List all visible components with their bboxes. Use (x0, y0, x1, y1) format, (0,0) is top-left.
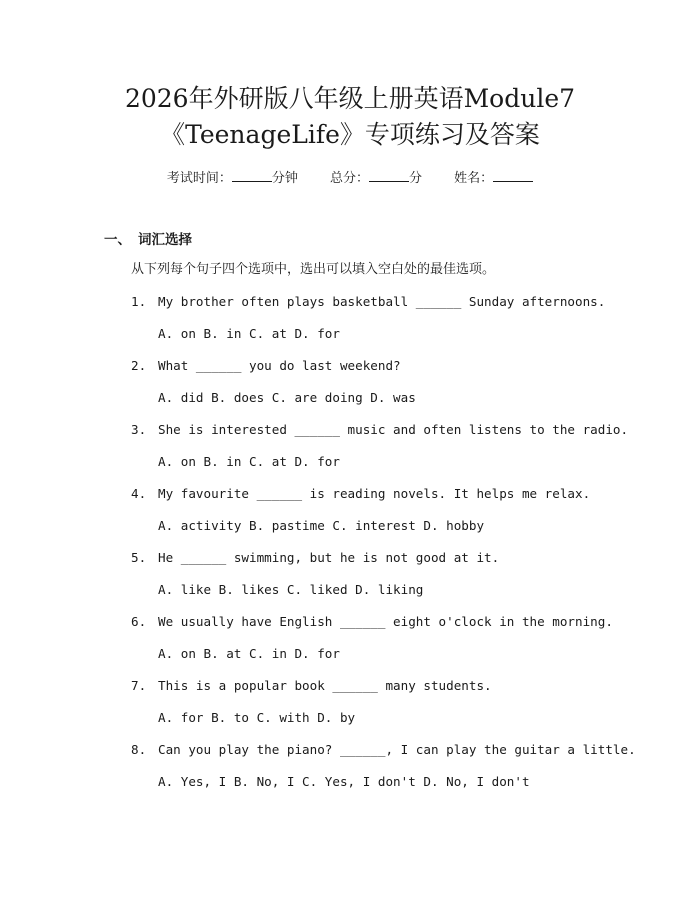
time-blank[interactable] (232, 168, 272, 182)
question-text: This is a popular book ______ many students. (158, 678, 492, 693)
question-4 (131, 484, 590, 504)
question-number: 2. (131, 358, 147, 373)
question-text: My brother often plays basketball ______ Sunday afternoons. (158, 294, 606, 309)
question-number: 4. (131, 486, 147, 501)
score-unit: 分 (409, 171, 423, 186)
title-line-2: 《TeenageLife》专项练习及答案 (160, 120, 540, 149)
section-number: 一、 (104, 232, 131, 248)
question-7 (131, 676, 492, 696)
question-6-options: A. on B. at C. in D. for (158, 646, 340, 661)
question-text: We usually have English ______ eight o'clock in the morning. (158, 614, 613, 629)
question-number: 7. (131, 678, 147, 693)
time-field (167, 171, 302, 186)
question-text: She is interested ______ music and often listens to the radio. (158, 422, 629, 437)
question-3-options: A. on B. in C. at D. for (158, 454, 340, 469)
question-8 (131, 740, 636, 760)
question-3 (131, 420, 628, 440)
section-title: 词汇选择 (138, 232, 192, 248)
time-label: 考试时间： (166, 171, 232, 186)
question-number: 5. (131, 550, 147, 565)
question-number: 1. (131, 294, 147, 309)
section-instruction: 从下列每个句子四个选项中，选出可以填入空白处的最佳选项。 (131, 262, 496, 277)
question-8-options: A. Yes, I B. No, I C. Yes, I don't D. No, I don't (158, 774, 530, 789)
question-1-options: A. on B. in C. at D. for (158, 326, 340, 341)
question-number: 8. (131, 742, 147, 757)
score-field (330, 171, 426, 186)
name-label: 姓名： (454, 171, 494, 186)
question-2-options: A. did B. does C. are doing D. was (158, 390, 416, 405)
exam-meta (0, 168, 700, 189)
question-5 (131, 548, 499, 568)
question-6 (131, 612, 613, 632)
question-text: Can you play the piano? ______, I can play the guitar a little. (158, 742, 636, 757)
question-5-options: A. like B. likes C. liked D. liking (158, 582, 424, 597)
time-unit: 分钟 (271, 171, 298, 186)
title-line-1: 2026年外研版八年级上册英语Module7 (124, 84, 576, 113)
name-field (454, 171, 533, 186)
question-7-options: A. for B. to C. with D. by (158, 710, 356, 725)
name-blank[interactable] (493, 168, 533, 182)
question-text: What ______ you do last weekend? (158, 358, 401, 373)
question-text: My favourite ______ is reading novels. It helps me relax. (158, 486, 591, 501)
score-label: 总分： (329, 171, 369, 186)
question-2 (131, 356, 401, 376)
question-1 (131, 292, 605, 312)
question-text: He ______ swimming, but he is not good at it. (158, 550, 500, 565)
question-number: 6. (131, 614, 147, 629)
score-blank[interactable] (369, 168, 409, 182)
question-4-options: A. activity B. pastime C. interest D. hobby (158, 518, 485, 533)
section-heading (104, 230, 192, 250)
question-number: 3. (131, 422, 147, 437)
